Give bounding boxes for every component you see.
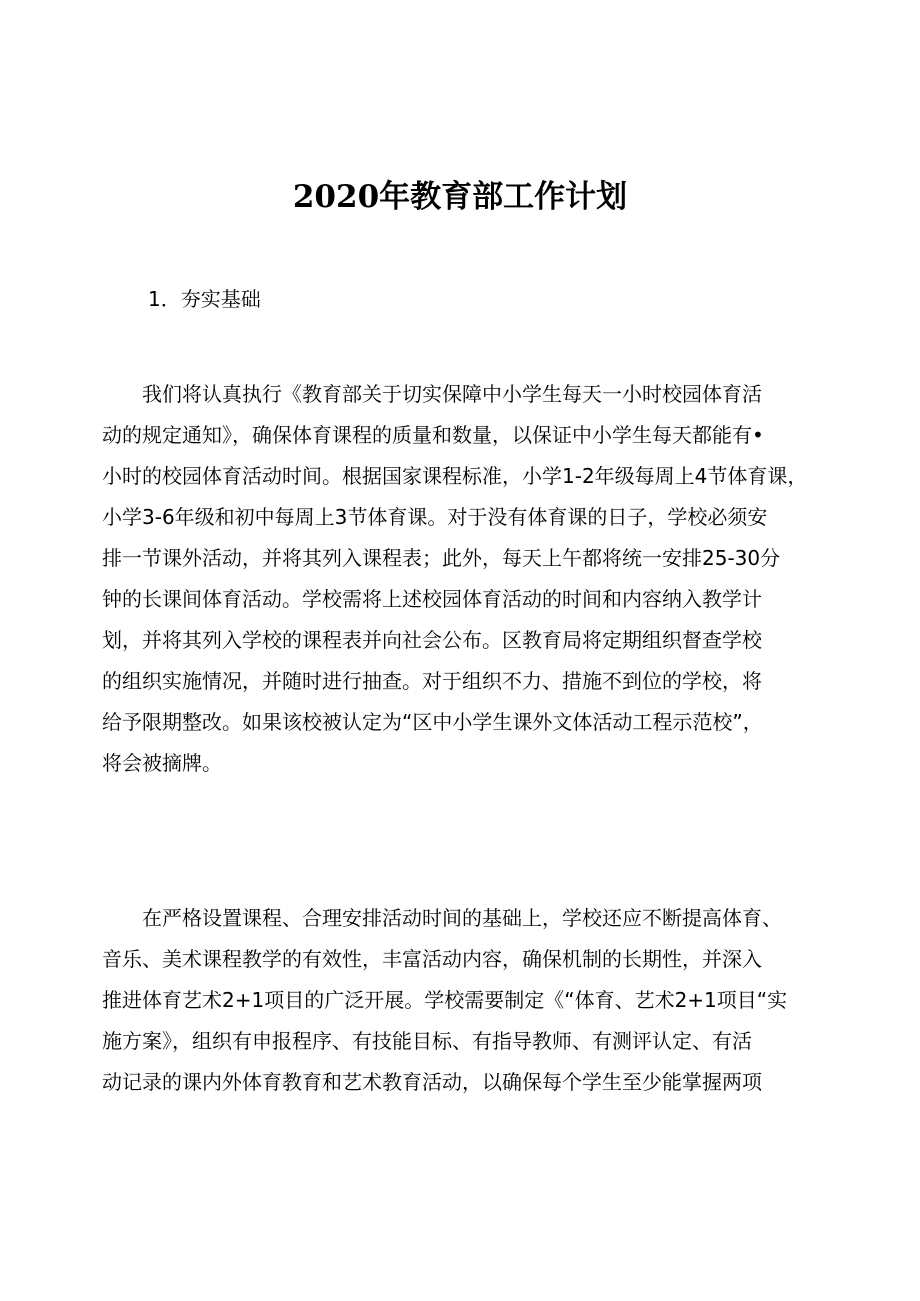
section-heading: 1．夯实基础 bbox=[148, 287, 261, 311]
paragraph-line: 动的规定通知》，确保体育课程的质量和数量，以保证中小学生每天都能有• bbox=[102, 423, 764, 447]
paragraph-1 bbox=[102, 374, 832, 784]
paragraph-line: 的组织实施情况，并随时进行抽查。对于组织不力、措施不到位的学校，将 bbox=[102, 669, 762, 693]
paragraph-line: 音乐、美术课程教学的有效性，丰富活动内容，确保机制的长期性，并深入 bbox=[102, 947, 762, 971]
paragraph-line: 给予限期整改。如果该校被认定为“区中小学生课外文体活动工程示范校”， bbox=[102, 710, 763, 734]
paragraph-line: 施方案》，组织有申报程序、有技能目标、有指导教师、有测评认定、有活 bbox=[102, 1029, 752, 1053]
paragraph-line: 我们将认真执行《教育部关于切实保障中小学生每天一小时校园体育活 bbox=[102, 382, 762, 406]
paragraph-line: 排一节课外活动，并将其列入课程表；此外，每天上午都将统一安排25-30分 bbox=[102, 546, 781, 570]
paragraph-line: 钟的长课间体育活动。学校需将上述校园体育活动的时间和内容纳入教学计 bbox=[102, 587, 762, 611]
paragraph-line: 划，并将其列入学校的课程表并向社会公布。区教育局将定期组织督查学校 bbox=[102, 628, 762, 652]
paragraph-line: 推进体育艺术2+1项目的广泛开展。学校需要制定《“体育、艺术2+1项目“实 bbox=[102, 988, 788, 1012]
paragraph-line: 动记录的课内外体育教育和艺术教育活动，以确保每个学生至少能掌握两项 bbox=[102, 1070, 762, 1094]
paragraph-2 bbox=[102, 898, 832, 1103]
document-title: 2020年教育部工作计划 bbox=[292, 179, 628, 215]
paragraph-line: 小时的校园体育活动时间。根据国家课程标准，小学1-2年级每周上4节体育课， bbox=[102, 464, 808, 488]
paragraph-line: 将会被摘牌。 bbox=[102, 751, 222, 775]
paragraph-line: 在严格设置课程、合理安排活动时间的基础上，学校还应不断提高体育、 bbox=[102, 906, 782, 930]
paragraph-line: 小学3-6年级和初中每周上3节体育课。对于没有体育课的日子，学校必须安 bbox=[102, 505, 768, 529]
